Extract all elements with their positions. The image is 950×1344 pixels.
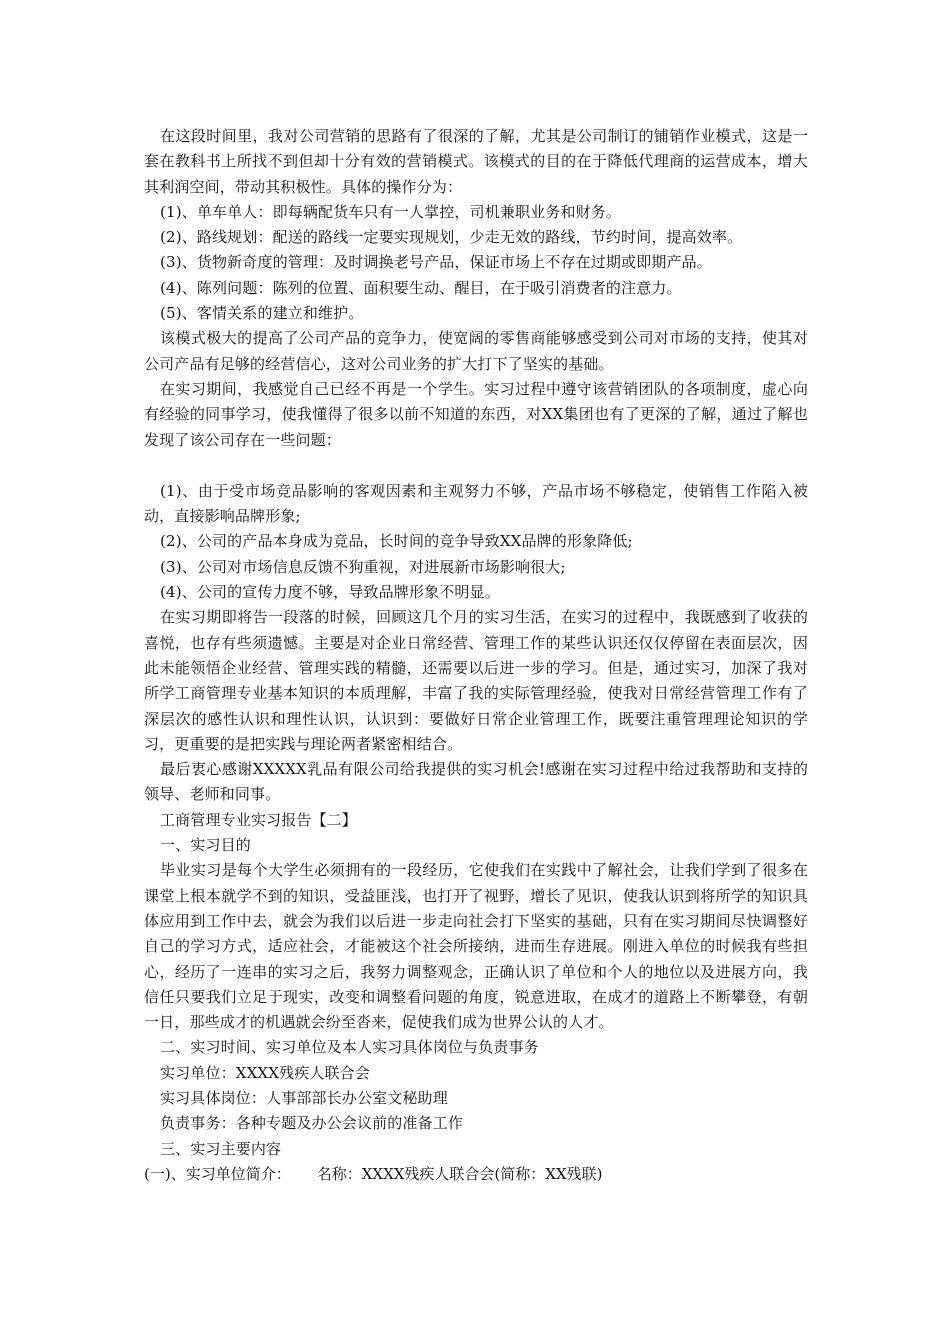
problem-item-3: (3)、公司对市场信息反馈不狗重视，对进展新市场影响很大;: [160, 557, 566, 576]
problem-item-2: (2)、公司的产品本身成为竞品，长时间的竞争导致XX品牌的形象降低;: [160, 532, 633, 551]
internship-unit: 实习单位：XXXX残疾人联合会: [160, 1063, 370, 1082]
paragraph-thanks: 最后衷心感谢XXXXX乳品有限公司给我提供的实习机会!感谢在实习过程中给过我帮助和支持的领导、老师和同事。: [144, 760, 808, 804]
list-item-4: (4)、陈列问题：陈列的位置、面积要生动、醒目，在于吸引消费者的注意力。: [160, 278, 682, 297]
paragraph-competitiveness: 该模式极大的提高了公司产品的竞争力，使宽阔的零售商能够感受到公司对市场的支持，使其对公司产品有足够的经营信心，这对公司业务的扩大打下了坚实的基础。: [144, 329, 808, 373]
paragraph-internship-period: 在实习期间，我感觉自己已经不再是一个学生。实习过程中遵守该营销团队的各项制度，虚心向有经验的同事学习，使我懂得了很多以前不知道的东西，对XX集团也有了更深的了解，通过了解也发现了该公司存在一些问题：: [144, 379, 808, 449]
blank-line: [144, 453, 808, 479]
problem-item-4: (4)、公司的宣传力度不够，导致品牌形象不明显。: [160, 583, 500, 602]
list-item-3: (3)、货物新奇度的管理：及时调换老号产品，保证市场上不存在过期或即期产品。: [160, 253, 712, 272]
responsibilities: 负责事务：各种专题及办公会议前的准备工作: [160, 1114, 464, 1133]
heading-time-unit: 二、实习时间、实习单位及本人实习具体岗位与负责事务: [160, 1038, 539, 1057]
problem-item-1: (1)、由于受市场竞品影响的客观因素和主观努力不够，产品市场不够稳定，使销售工作陷入被动，直接影响品牌形象;: [144, 481, 808, 526]
unit-intro-name: 名称：XXXX残疾人联合会(简称：XX残联): [316, 1164, 603, 1183]
paragraph-reflection: 在实习期即将告一段落的时候，回顾这几个月的实习生活，在实习的过程中，我既感到了收获的喜悦，也存有些须遗憾。主要是对企业日常经营、管理工作的某些认识还仅仅停留在表面层次，因此未能领悟企业经营、管理实践的精髓，还需要以后进一步的学习。但是，通过实习，加深了我对所学工商管理专业基本知识的本质理解，丰富了我的实际管理经验，使我对日常经营管理工作有了深层次的感性认识和理性认识，认识到：要做好日常企业管理工作，既要注重管理理论知识的学习，更重要的是把实践与理论两者紧密相结合。: [144, 608, 808, 753]
list-item-5: (5)、客情关系的建立和维护。: [160, 304, 364, 323]
unit-intro-line: [144, 1162, 808, 1187]
paragraph-marketing-mode: 在这段时间里，我对公司营销的思路有了很深的了解，尤其是公司制订的铺销作业模式，这是一套在教科书上所找不到但却十分有效的营销模式。该模式的目的在于降低代理商的运营成本，增大其利润空间，带动其积极性。具体的操作分为：: [144, 127, 808, 196]
paragraph-purpose: 毕业实习是每个大学生必须拥有的一段经历，它使我们在实践中了解社会，让我们学到了很多在课堂上根本就学不到的知识，受益匪浅，也打开了视野，增长了见识，使我认识到将所学的知识具体应用到工作中去，就会为我们以后进一步走向社会打下坚实的基础，只有在实习期间尽快调整好自己的学习方式，适应社会，才能被这个社会所接纳，进而生存进展。刚进入单位的时候我有些担心，经历了一连串的实习之后，我努力调整观念，正确认识了单位和个人的地位以及进展方向，我信任只要我们立足于现实，改变和调整看问题的角度，锐意进取，在成才的道路上不断攀登，有朝一日，那些成才的机遇就会纷至沓来，促使我们成为世界公认的人才。: [144, 861, 808, 1032]
document-body: [144, 124, 808, 1187]
unit-intro-label: (一)、实习单位简介：: [144, 1164, 291, 1183]
list-item-1: (1)、单车单人：即每辆配货车只有一人掌控，司机兼职业务和财务。: [160, 202, 622, 221]
heading-main-content: 三、实习主要内容: [160, 1139, 282, 1158]
section-title-report-two: 工商管理专业实习报告【二】: [160, 810, 357, 829]
list-item-2: (2)、路线规划：配送的路线一定要实现规划，少走无效的路线，节约时间，提高效率。: [160, 228, 743, 247]
heading-purpose: 一、实习目的: [160, 836, 251, 855]
internship-position: 实习具体岗位：人事部部长办公室文秘助理: [160, 1088, 448, 1107]
